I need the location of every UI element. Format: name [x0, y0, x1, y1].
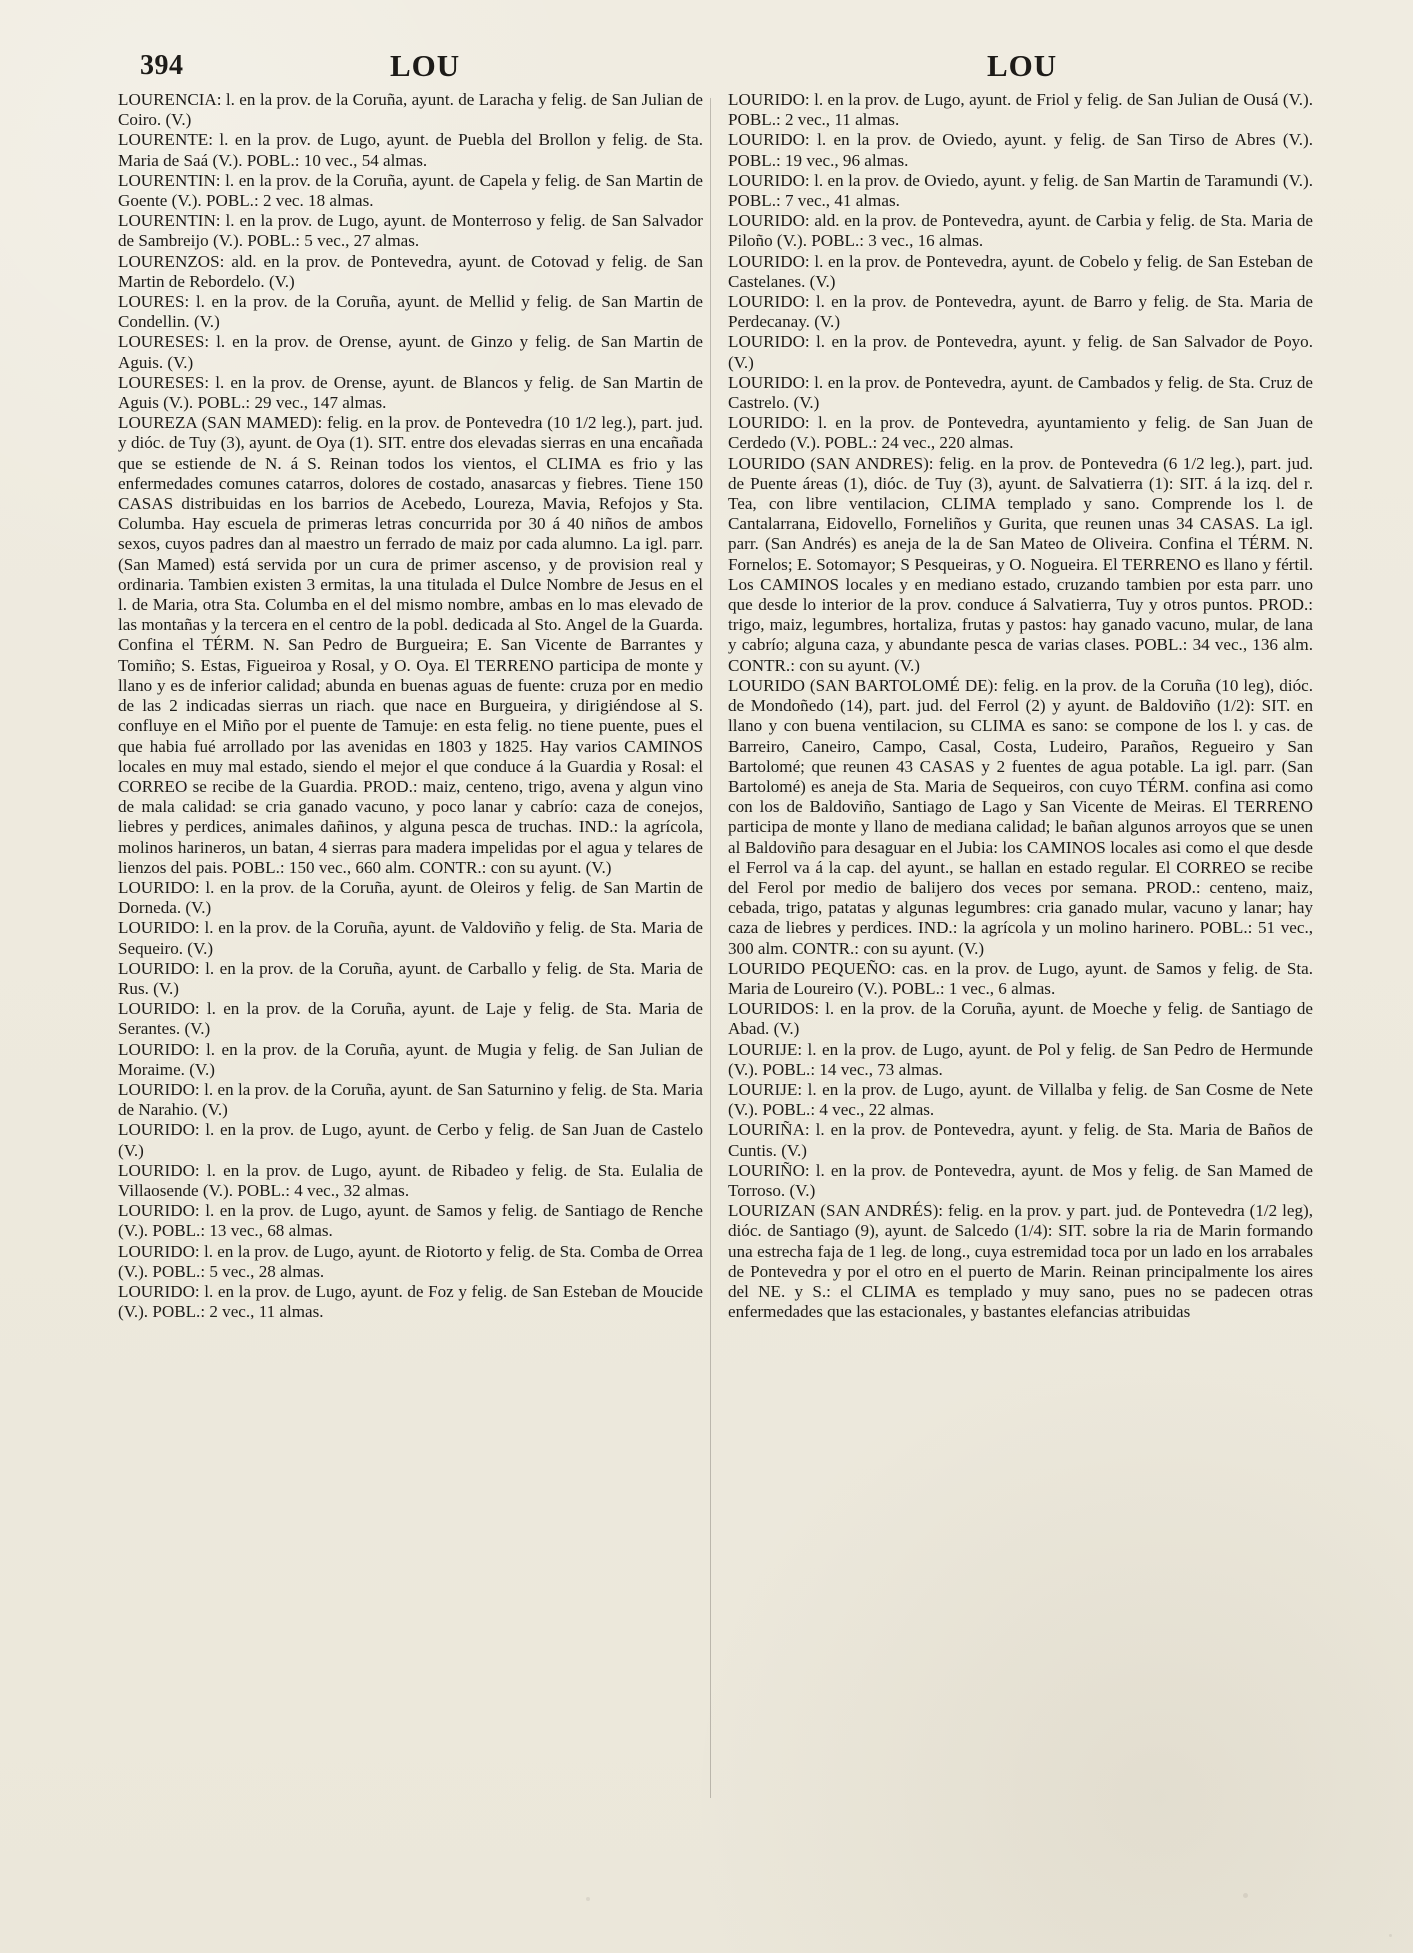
- dictionary-entry: LOURIDO (SAN BARTOLOMÉ DE): felig. en la prov. de la Coruña (10 leg), dióc. de Mondoñedo (14), part. jud. del Ferrol (2) y ayunt. de Baldoviño (1/2): SIT. en llano y con buena ventilacion, su CLIMA es sano: se compone de los l. y cas. de Barreiro, Caneiro, Campo, Casal, Costa, Ludeiro, Paraños, Regueiro y San Bartolomé; que reunen 43 CASAS y 2 fuentes de agua potable. La igl. parr. (San Bartolomé) es aneja de Sta. Maria de Sequeiros, con cuyo TÉRM. confina asi como con los de Baldoviño, Santiago de Lago y San Vicente de Meiras. El TERRENO participa de monte y llano de mediana calidad; le bañan algunos arroyos que se unen al Baldoviño para desaguar en el Jubia: los CAMINOS locales asi como el que desde el Ferrol va á la cap. del ayunt., se hallan en estado regular. El CORREO se recibe del Ferol por medio de balijero dos veces por semana. PROD.: centeno, maiz, cebada, trigo, patatas y algunas legumbres: cria ganado mular, vacuno y lanar; hay caza de liebres y perdices. IND.: la agrícola y un molino harinero. POBL.: 51 vec., 300 alm. CONTR.: con su ayunt. (V.): [728, 675, 1313, 958]
- right-running-head: LOU: [987, 48, 1058, 83]
- left-running-head: LOU: [390, 48, 461, 83]
- dictionary-entry: LOURENCIA: l. en la prov. de la Coruña, ayunt. de Laracha y felig. de San Julian de Coiro. (V.): [118, 90, 703, 130]
- dictionary-entry: LOURES: l. en la prov. de la Coruña, ayunt. de Mellid y felig. de San Martin de Condellin. (V.): [118, 292, 703, 332]
- column-divider: [710, 98, 711, 1798]
- dictionary-entry: LOURESES: l. en la prov. de Orense, ayunt. de Ginzo y felig. de San Martin de Aguis. (V.): [118, 332, 703, 372]
- left-column: [118, 90, 703, 1850]
- dictionary-entry: LOURIÑA: l. en la prov. de Pontevedra, ayunt. y felig. de Sta. Maria de Baños de Cuntis. (V.): [728, 1120, 1313, 1160]
- dictionary-entry: LOURIDO: l. en la prov. de Pontevedra, ayuntamiento y felig. de San Juan de Cerdedo (V.). POBL.: 24 vec., 220 almas.: [728, 413, 1313, 453]
- ink-speck: [1243, 1893, 1248, 1898]
- dictionary-entry: LOURENZOS: ald. en la prov. de Pontevedra, ayunt. de Cotovad y felig. de San Martin de Rebordelo. (V.): [118, 251, 703, 291]
- page-number: 394: [140, 50, 184, 81]
- dictionary-entry: LOURIDO: l. en la prov. de Pontevedra, ayunt. de Barro y felig. de Sta. Maria de Perdecanay. (V.): [728, 292, 1313, 332]
- dictionary-entry: LOURENTIN: l. en la prov. de la Coruña, ayunt. de Capela y felig. de San Martin de Goente (V.). POBL.: 2 vec. 18 almas.: [118, 170, 703, 211]
- dictionary-entry: LOURESES: l. en la prov. de Orense, ayunt. de Blancos y felig. de San Martin de Aguis (V.). POBL.: 29 vec., 147 almas.: [118, 372, 703, 413]
- dictionary-entry: LOURIDO: l. en la prov. de la Coruña, ayunt. de Mugia y felig. de San Julian de Moraime. (V.): [118, 1039, 703, 1079]
- ink-speck: [1389, 1934, 1392, 1937]
- dictionary-entry: LOURIDO (SAN ANDRES): felig. en la prov. de Pontevedra (6 1/2 leg.), part. jud. de Puente áreas (1), dióc. de Tuy (3), ayunt. de Salvatierra (1): SIT. á la izq. del r. Tea, con libre ventilacion, CLIMA templado y sano. Comprende los l. de Cantalarrana, Eidovello, Forneliños y Gurita, que reunen unas 34 CASAS. La igl. parr. (San Andrés) es aneja de la de San Mateo de Oliveira. Confina el TÉRM. N. Fornelos; E. Sotomayor; S Pesqueiras, y O. Nogueira. El TERRENO es llano y fértil. Los CAMINOS locales y en mediano estado, cruzando tambien por esta parr. uno que desde lo interior de la prov. conduce á Salvatierra, Tuy y otros puntos. PROD.: trigo, maiz, legumbres, hortaliza, frutas y pastos: hay ganado vacuno, mular, de lana y cabrío; alguna caza, y abundante pesca de varias clases. POBL.: 34 vec., 136 alm. CONTR.: con su ayunt. (V.): [728, 453, 1313, 675]
- dictionary-entry: LOURENTE: l. en la prov. de Lugo, ayunt. de Puebla del Brollon y felig. de Sta. Maria de Saá (V.). POBL.: 10 vec., 54 almas.: [118, 130, 703, 170]
- dictionary-entry: LOURIDO: ald. en la prov. de Pontevedra, ayunt. de Carbia y felig. de Sta. Maria de Piloño (V.). POBL.: 3 vec., 16 almas.: [728, 211, 1313, 251]
- dictionary-entry: LOURIDO: l. en la prov. de Lugo, ayunt. de Ribadeo y felig. de Sta. Eulalia de Villaosende (V.). POBL.: 4 vec., 32 almas.: [118, 1160, 703, 1200]
- right-column: [728, 90, 1313, 1850]
- dictionary-entry: LOURIDO: l. en la prov. de Oviedo, ayunt. y felig. de San Tirso de Abres (V.). POBL.: 19 vec., 96 almas.: [728, 130, 1313, 170]
- dictionary-entry: LOURIDO: l. en la prov. de Pontevedra, ayunt. de Cobelo y felig. de San Esteban de Castelanes. (V.): [728, 251, 1313, 291]
- dictionary-entry: LOURIDO: l. en la prov. de Lugo, ayunt. de Riotorto y felig. de Sta. Comba de Orrea (V.). POBL.: 5 vec., 28 almas.: [118, 1241, 703, 1281]
- dictionary-entry: LOURIDO: l. en la prov. de la Coruña, ayunt. de Laje y felig. de Sta. Maria de Serantes. (V.): [118, 999, 703, 1039]
- dictionary-entry: LOURIDO: l. en la prov. de Pontevedra, ayunt. y felig. de San Salvador de Poyo. (V.): [728, 332, 1313, 372]
- dictionary-entry: LOURIDO: l. en la prov. de Lugo, ayunt. de Foz y felig. de San Esteban de Moucide (V.). POBL.: 2 vec., 11 almas.: [118, 1281, 703, 1322]
- dictionary-entry: LOURIDO: l. en la prov. de Lugo, ayunt. de Friol y felig. de San Julian de Ousá (V.). POBL.: 2 vec., 11 almas.: [728, 90, 1313, 130]
- dictionary-entry: LOURIDO PEQUEÑO: cas. en la prov. de Lugo, ayunt. de Samos y felig. de Sta. Maria de Loureiro (V.). POBL.: 1 vec., 6 almas.: [728, 958, 1313, 998]
- dictionary-entry: LOURIDO: l. en la prov. de Oviedo, ayunt. y felig. de San Martin de Taramundi (V.). POBL.: 7 vec., 41 almas.: [728, 170, 1313, 211]
- page-header: [140, 46, 1345, 86]
- dictionary-entry: LOURIZAN (SAN ANDRÉS): felig. en la prov. y part. jud. de Pontevedra (1/2 leg), dióc. de Santiago (9), ayunt. de Salcedo (1/4): SIT. sobre la ria de Marin formando una estrecha faja de 1 leg. de long., cuya estremidad toca por un lado en los arrabales de Pontevedra y por el otro en el puerto de Marin. Reinan principalmente los aires del NE. y S.: el CLIMA es templado y muy sano, pues no se padecen otras enfermedades que las estacionales, y bastantes elefancias atribuidas: [728, 1201, 1313, 1322]
- dictionary-entry: LOURIDO: l. en la prov. de Pontevedra, ayunt. de Cambados y felig. de Sta. Cruz de Castrelo. (V.): [728, 372, 1313, 413]
- dictionary-entry: LOURIDO: l. en la prov. de Lugo, ayunt. de Samos y felig. de Santiago de Renche (V.). POBL.: 13 vec., 68 almas.: [118, 1201, 703, 1241]
- dictionary-entry: LOURIJE: l. en la prov. de Lugo, ayunt. de Pol y felig. de San Pedro de Hermunde (V.). POBL.: 14 vec., 73 almas.: [728, 1039, 1313, 1079]
- dictionary-entry: LOURIÑO: l. en la prov. de Pontevedra, ayunt. de Mos y felig. de San Mamed de Torroso. (V.): [728, 1160, 1313, 1200]
- dictionary-entry: LOURENTIN: l. en la prov. de Lugo, ayunt. de Monterroso y felig. de San Salvador de Sambreijo (V.). POBL.: 5 vec., 27 almas.: [118, 211, 703, 251]
- dictionary-entry: LOURIDOS: l. en la prov. de la Coruña, ayunt. de Moeche y felig. de Santiago de Abad. (V.): [728, 999, 1313, 1039]
- dictionary-entry: LOURIDO: l. en la prov. de la Coruña, ayunt. de Carballo y felig. de Sta. Maria de Rus. (V.): [118, 958, 703, 998]
- dictionary-entry: LOURIDO: l. en la prov. de Lugo, ayunt. de Cerbo y felig. de San Juan de Castelo (V.): [118, 1120, 703, 1160]
- dictionary-entry: LOURIDO: l. en la prov. de la Coruña, ayunt. de Valdoviño y felig. de Sta. Maria de Sequeiro. (V.): [118, 918, 703, 958]
- ink-speck: [586, 1897, 590, 1901]
- dictionary-entry: LOUREZA (SAN MAMED): felig. en la prov. de Pontevedra (10 1/2 leg.), part. jud. y dióc. de Tuy (3), ayunt. de Oya (1). SIT. entre dos elevadas sierras en una encañada que se estiende de N. á S. Reinan todos los vientos, el CLIMA es frio y las enfermedades comunes catarros, dolores de costado, anasarcas y fiebres. Tiene 150 CASAS distribuidas en los barrios de Acebedo, Loureza, Mavia, Refojos y Sta. Columba. Hay escuela de primeras letras concurrida por 30 á 40 niños de ambos sexos, cuyos padres dan al maestro un ferrado de maiz por cada alumno. La igl. parr. (San Mamed) está servida por un cura de primer ascenso, y de provision real y ordinaria. Tambien existen 3 ermitas, la una titulada el Dulce Nombre de Jesus en el l. de Maria, otra Sta. Columba en el del mismo nombre, ambas en lo mas elevado de las montañas y la tercera en el centro de la pobl. dedicada al Sto. Angel de la Guarda. Confina el TÉRM. N. San Pedro de Burgueira; E. San Vicente de Barrantes y Tomiño; S. Estas, Figueiroa y Rosal, y O. Oya. El TERRENO participa de monte y llano y es de inferior calidad; abunda en buenas aguas de fuente: cruza por en medio de las 2 indicadas sierras un riach. que nace en Burgueira, y dirigiéndose al S. confluye en el Miño por el puente de Tamuje: en esta felig. no tiene puente, pues el que habia fué arrollado por las avenidas en 1803 y 1825. Hay varios CAMINOS locales en muy mal estado, siendo el mejor el que conduce á la Guardia y Rosal: el CORREO se recibe de la Guardia. PROD.: maiz, centeno, trigo, avena y algun vino de mala calidad: se cria ganado vacuno, y poco lanar y cabrío: caza de conejos, liebres y perdices, animales dañinos, y alguna pesca de truchas. IND.: la agrícola, molinos harineros, un batan, 4 sierras para madera impelidas por el agua y telares de lienzos del pais. POBL.: 150 vec., 660 alm. CONTR.: con su ayunt. (V.): [118, 413, 703, 877]
- dictionary-entry: LOURIDO: l. en la prov. de la Coruña, ayunt. de San Saturnino y felig. de Sta. Maria de Narahio. (V.): [118, 1079, 703, 1120]
- dictionary-entry: LOURIDO: l. en la prov. de la Coruña, ayunt. de Oleiros y felig. de San Martin de Dorneda. (V.): [118, 877, 703, 918]
- dictionary-entry: LOURIJE: l. en la prov. de Lugo, ayunt. de Villalba y felig. de San Cosme de Nete (V.). POBL.: 4 vec., 22 almas.: [728, 1079, 1313, 1120]
